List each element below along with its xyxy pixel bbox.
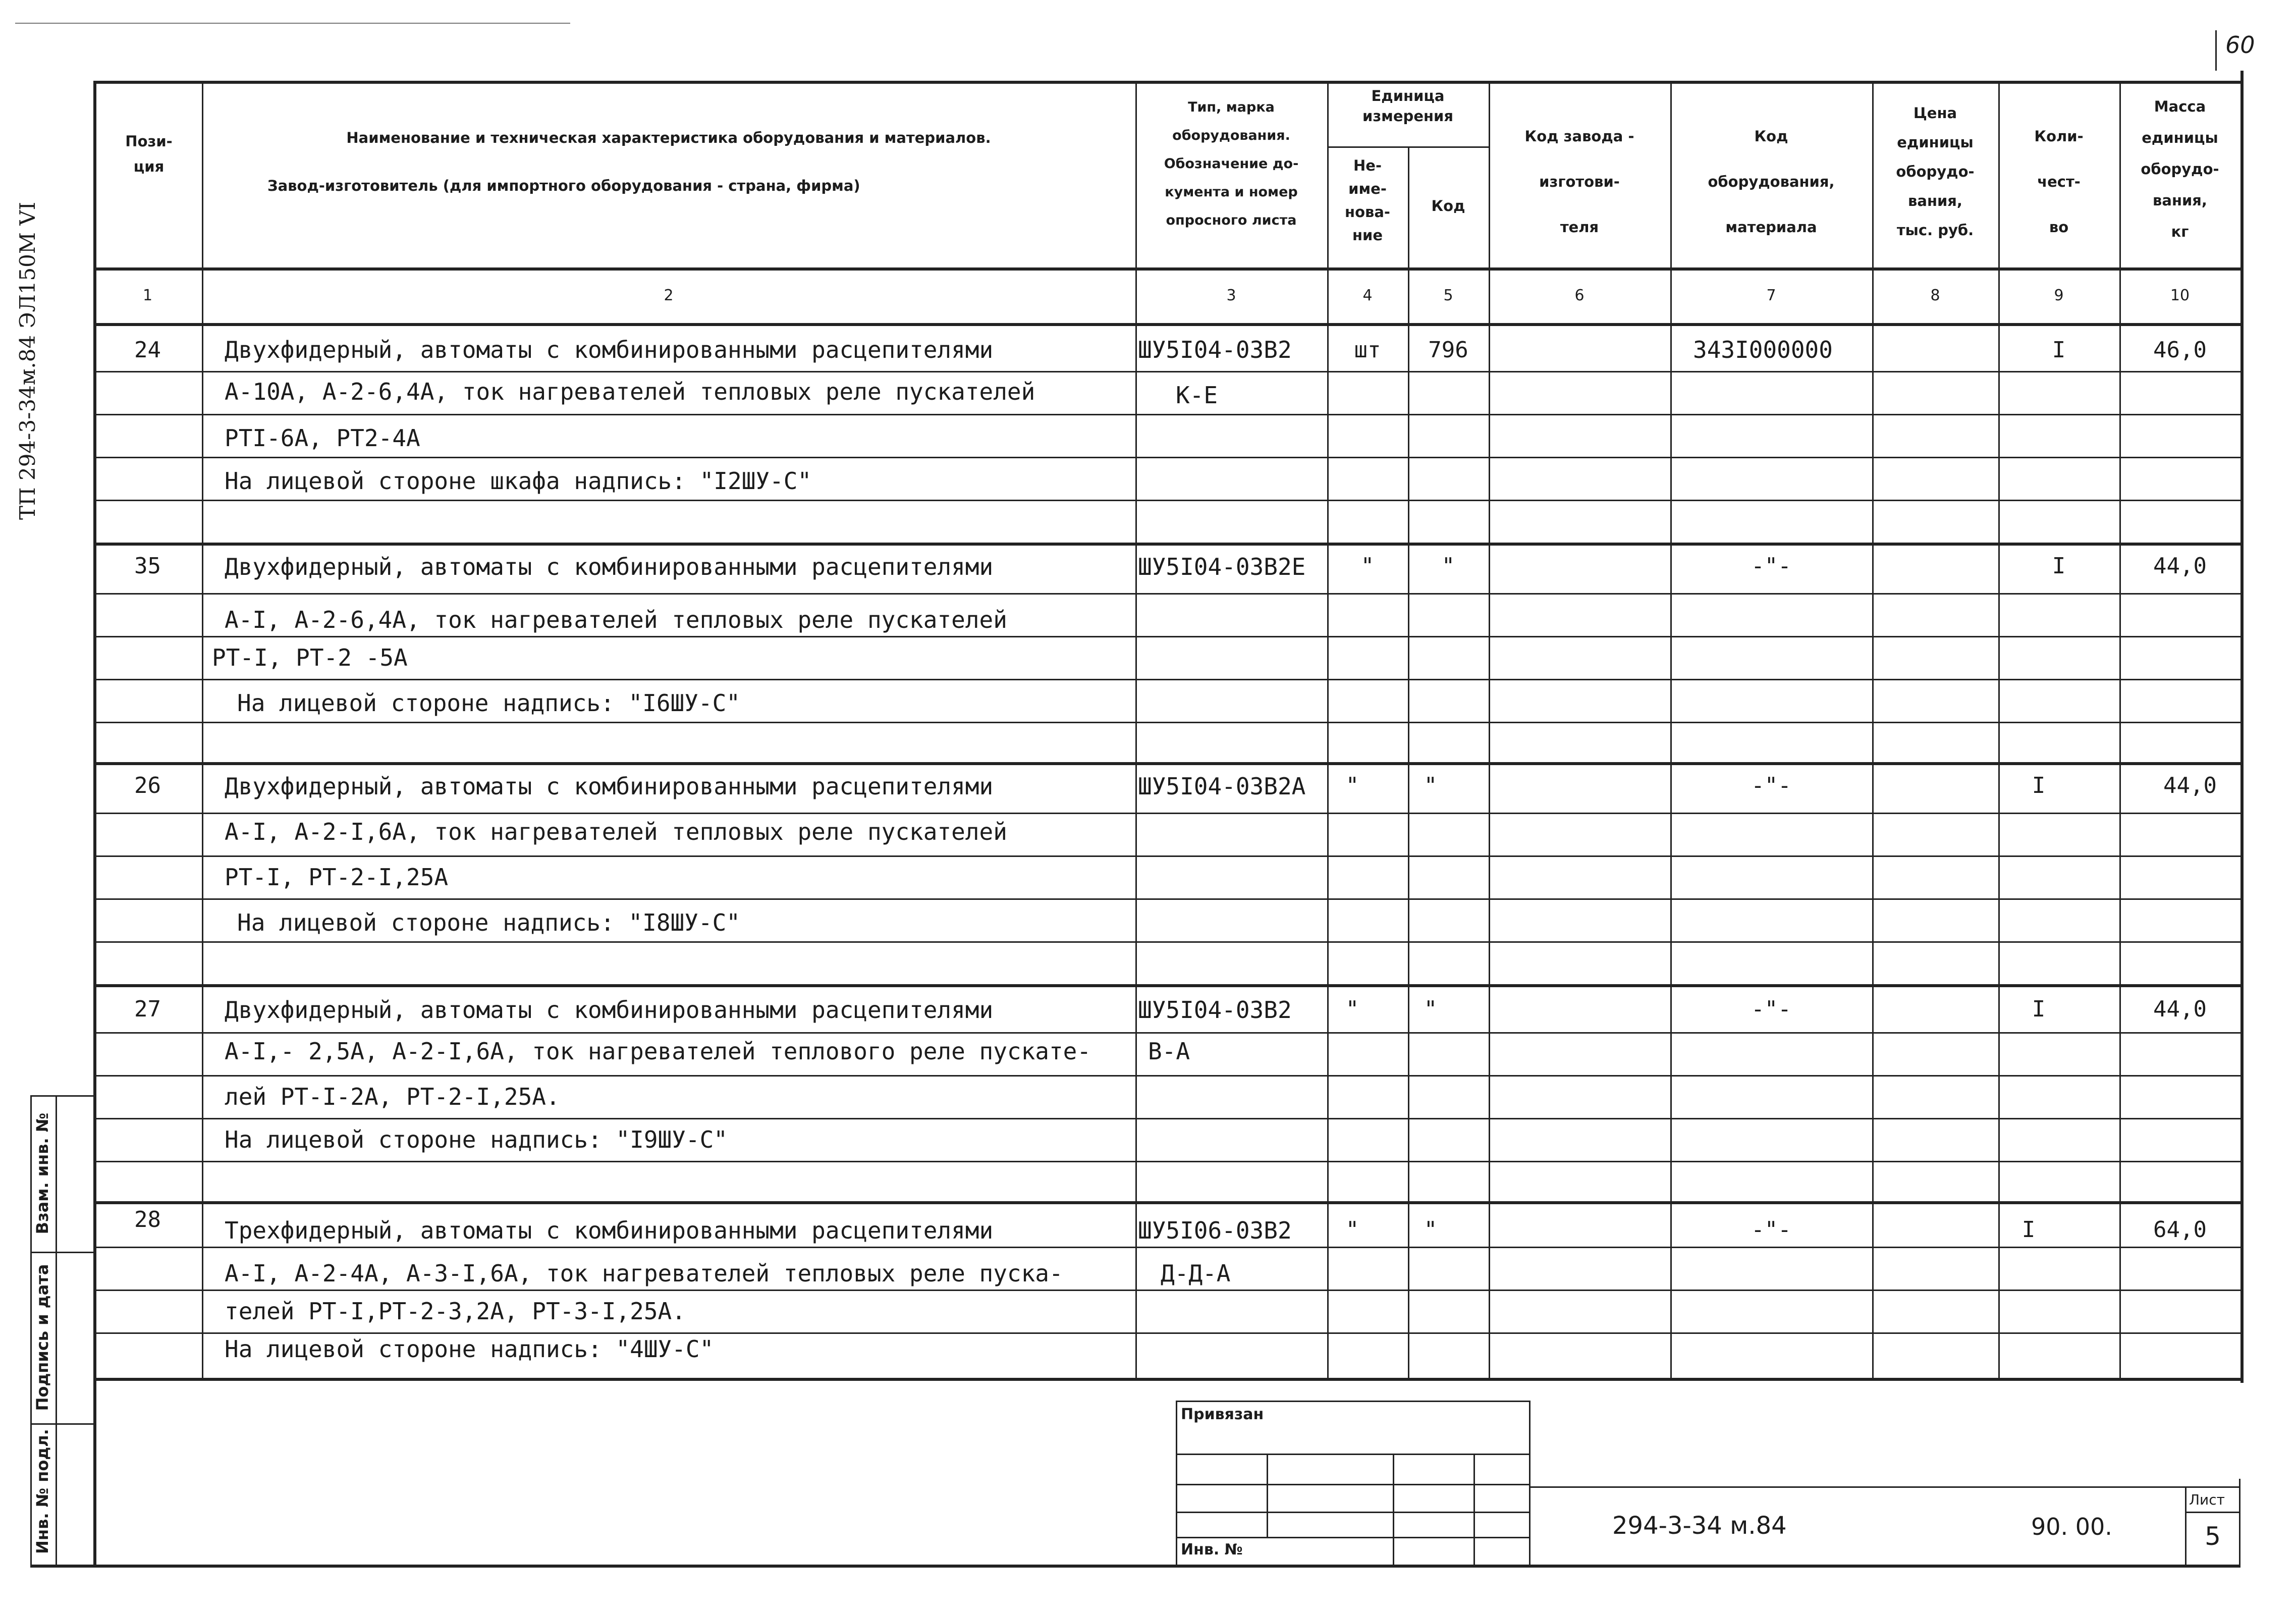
group-line (93, 1201, 2240, 1204)
row-equip-code: -"- (1751, 553, 1791, 579)
row-type: ШУ5I04-03В2 (1138, 336, 1292, 363)
row-line (93, 371, 2240, 372)
stamp-row (1176, 1537, 1529, 1538)
stamp-col (1267, 1454, 1268, 1537)
stamp-sheet-number: 5 (2205, 1522, 2221, 1551)
row-type: ШУ5I04-03В2А (1138, 773, 1306, 800)
colnum-8: 8 (1930, 287, 1940, 304)
row-line (93, 1032, 2240, 1034)
header-unit-group: Единица измерения (1362, 87, 1453, 125)
row-unit-code: " (1424, 996, 1438, 1022)
colnum-7: 7 (1766, 287, 1776, 304)
row-line (93, 855, 2240, 857)
side-field-inv: Инв. № подл. (33, 1429, 52, 1554)
row-unit: " (1345, 773, 1359, 798)
row-qty: I (2032, 773, 2046, 798)
col-line-9 (2119, 81, 2121, 1378)
col-line-7 (1872, 81, 1874, 1378)
page-number-mark (2215, 30, 2217, 71)
colnum-9: 9 (2054, 287, 2064, 304)
row-line (93, 1332, 2240, 1334)
stamp-right (1529, 1401, 1530, 1565)
row-line (93, 500, 2240, 501)
row-mass: 44,0 (2153, 996, 2207, 1022)
row-desc-line: РТ-I, РТ-2-I,25А (225, 864, 449, 891)
header-unit-divider (1327, 146, 1489, 148)
row-position: 26 (134, 773, 161, 798)
row-desc-line: Двухфидерный, автоматы с комбинированными расцепителями (225, 336, 994, 363)
header-type: Тип, марка оборудования. Обозначение до- кумента и номер опросного листа (1164, 99, 1299, 228)
row-equip-code: -"- (1751, 996, 1791, 1022)
side-document-code: ТП 294-3-34м.84 ЭЛ150М VI (15, 201, 40, 520)
row-desc-line: Трехфидерный, автоматы с комбинированными расцепителями (225, 1217, 994, 1244)
row-desc-line: Двухфидерный, автоматы с комбинированными расцепителями (225, 553, 994, 580)
stamp-left (1176, 1401, 1177, 1565)
stamp-doc-code: 294-3-34 м.84 (1612, 1512, 1787, 1540)
row-mass: 44,0 (2153, 553, 2207, 579)
frame-top-border (93, 81, 2242, 84)
row-mass: 44,0 (2163, 773, 2217, 798)
page-number: 60 (2225, 31, 2255, 59)
row-line (93, 679, 2240, 680)
frame-bottom-border (30, 1565, 2240, 1568)
side-field-replacement: Взам. инв. № (33, 1112, 52, 1234)
col-line-3 (1327, 81, 1329, 1378)
row-unit-code: " (1441, 553, 1455, 579)
row-desc-line: А-I, А-2-6,4А, ток нагревателей тепловых реле пускателей (225, 606, 1007, 633)
row-desc-line: А-10А, А-2-6,4А, ток нагревателей тепловых реле пускателей (225, 378, 1035, 405)
row-desc-line: Двухфидерный, автоматы с комбинированными расцепителями (225, 773, 994, 800)
row-desc-line: РТI-6А, РТ2-4А (225, 424, 420, 452)
colnum-4: 4 (1362, 287, 1373, 304)
row-line (93, 898, 2240, 900)
side-strip-right (93, 1095, 96, 1567)
row-equip-code: 343I000000 (1693, 336, 1833, 363)
row-qty: I (2021, 1217, 2036, 1243)
header-name-line1: Наименование и техническая характеристика оборудования и материалов. (346, 129, 991, 146)
colnum-6: 6 (1574, 287, 1584, 304)
row-equip-code: -"- (1751, 773, 1791, 798)
row-mass: 46,0 (2153, 337, 2207, 363)
colnum-10: 10 (2170, 287, 2190, 304)
row-desc-line: А-I, А-2-4А, А-3-I,6А, ток нагревателей тепловых реле пуска- (225, 1260, 1063, 1287)
row-type-extra: В-А (1148, 1038, 1190, 1065)
header-equip-code: Код оборудования, материала (1708, 128, 1835, 236)
header-name-line2: Завод-изготовитель (для импортного оборудования - страна, фирма) (267, 177, 860, 194)
row-desc-line: телей РТ-I,РТ-2-3,2А, РТ-3-I,25А. (225, 1298, 686, 1325)
row-desc-line: А-I, А-2-I,6А, ток нагревателей тепловых реле пускателей (225, 818, 1007, 845)
group-line (93, 543, 2240, 546)
stamp-privyazan: Привязан (1181, 1406, 1264, 1423)
row-desc-line: На лицевой стороне надпись: "I8ШУ-С" (237, 909, 740, 936)
row-type: ШУ5I04-03В2Е (1138, 553, 1306, 580)
row-desc-line: На лицевой стороне шкафа надпись: "I2ШУ-С" (225, 467, 812, 495)
header-unit-name: Не- име- нова- ние (1345, 157, 1390, 244)
header-factory-code: Код завода - изготови- теля (1524, 128, 1634, 236)
stamp-sheet-div (2185, 1512, 2240, 1513)
row-line (93, 1161, 2240, 1162)
group-line (93, 984, 2240, 987)
row-line (93, 1290, 2240, 1291)
row-line (93, 941, 2240, 943)
row-position: 27 (134, 996, 161, 1022)
row-type-extra: Д-Д-А (1161, 1260, 1231, 1287)
top-scratch-line (15, 23, 570, 24)
row-type: ШУ5I06-03В2 (1138, 1217, 1292, 1244)
colnum-1: 1 (142, 287, 153, 304)
col-line-8 (1998, 81, 2000, 1378)
stamp-title-top (1529, 1486, 2240, 1488)
row-desc-line: На лицевой стороне надпись: "I6ШУ-С" (237, 689, 740, 717)
stamp-inv-no: Инв. № (1181, 1541, 1243, 1559)
row-position: 24 (134, 337, 161, 363)
side-strip-mid (56, 1095, 57, 1567)
row-line (93, 636, 2240, 637)
row-line (93, 593, 2240, 595)
row-desc-line: На лицевой стороне надпись: "I9ШУ-С" (225, 1126, 728, 1153)
row-line (93, 722, 2240, 723)
row-line (93, 1118, 2240, 1119)
row-qty: I (2052, 337, 2066, 363)
row-line (93, 414, 2240, 415)
col-line-6 (1670, 81, 1672, 1378)
colnum-2: 2 (664, 287, 674, 304)
row-type-extra: К-Е (1176, 382, 1218, 409)
row-line (93, 457, 2240, 458)
stamp-row (1176, 1512, 1529, 1513)
stamp-col (1473, 1454, 1475, 1565)
colnum-5: 5 (1443, 287, 1453, 304)
header-price: Цена единицы оборудо- вания, тыс. руб. (1896, 104, 1975, 239)
header-mass: Масса единицы оборудо- вания, кг (2141, 98, 2219, 240)
stamp-doc-suffix: 90. 00. (2031, 1513, 2112, 1540)
row-equip-code: -"- (1751, 1217, 1791, 1243)
side-strip-div (30, 1095, 93, 1097)
header-qty: Коли- чест- во (2034, 128, 2084, 236)
stamp-top (1176, 1401, 1529, 1402)
group-line (93, 762, 2240, 765)
colnum-bottom-line (93, 323, 2242, 326)
side-field-signature: Подпись и дата (33, 1264, 52, 1411)
row-qty: I (2052, 553, 2066, 579)
colnum-3: 3 (1226, 287, 1236, 304)
stamp-row (1176, 1454, 1529, 1455)
row-unit: шт (1354, 337, 1381, 363)
row-line (93, 1247, 2240, 1248)
header-unit-code: Код (1431, 197, 1465, 214)
row-mass: 64,0 (2153, 1217, 2207, 1243)
row-desc-line: На лицевой стороне надпись: "4ШУ-С" (225, 1335, 714, 1363)
row-unit-code: " (1424, 1217, 1438, 1243)
row-unit: " (1345, 1217, 1359, 1243)
col-line-5 (1489, 81, 1490, 1378)
row-position: 28 (134, 1207, 161, 1232)
side-strip-left (30, 1095, 32, 1567)
row-desc-line: лей РТ-I-2А, РТ-2-I,25А. (225, 1083, 560, 1110)
header-position: Пози- ция (125, 133, 173, 175)
row-line (93, 813, 2240, 814)
row-unit: " (1360, 553, 1375, 579)
row-qty: I (2032, 996, 2046, 1022)
row-unit-code: " (1424, 773, 1438, 798)
row-desc-line: А-I,- 2,5А, А-2-I,6А, ток нагревателей теплового реле пускате- (225, 1038, 1091, 1065)
row-desc-line: РТ-I, РТ-2 -5А (212, 644, 408, 671)
row-position: 35 (134, 553, 161, 579)
header-bottom-line (93, 267, 2242, 271)
table-end-line (93, 1378, 2240, 1381)
row-unit: " (1345, 996, 1359, 1022)
stamp-row (1176, 1484, 1529, 1485)
row-line (93, 1075, 2240, 1077)
row-type: ШУ5I04-03В2 (1138, 996, 1292, 1024)
row-desc-line: Двухфидерный, автоматы с комбинированными расцепителями (225, 996, 994, 1024)
stamp-sheet-label: Лист (2189, 1491, 2225, 1508)
col-line-2 (1135, 81, 1137, 1378)
stamp-col (1393, 1454, 1394, 1565)
col-line-1 (202, 81, 203, 1378)
row-unit-code: 796 (1428, 337, 1468, 363)
